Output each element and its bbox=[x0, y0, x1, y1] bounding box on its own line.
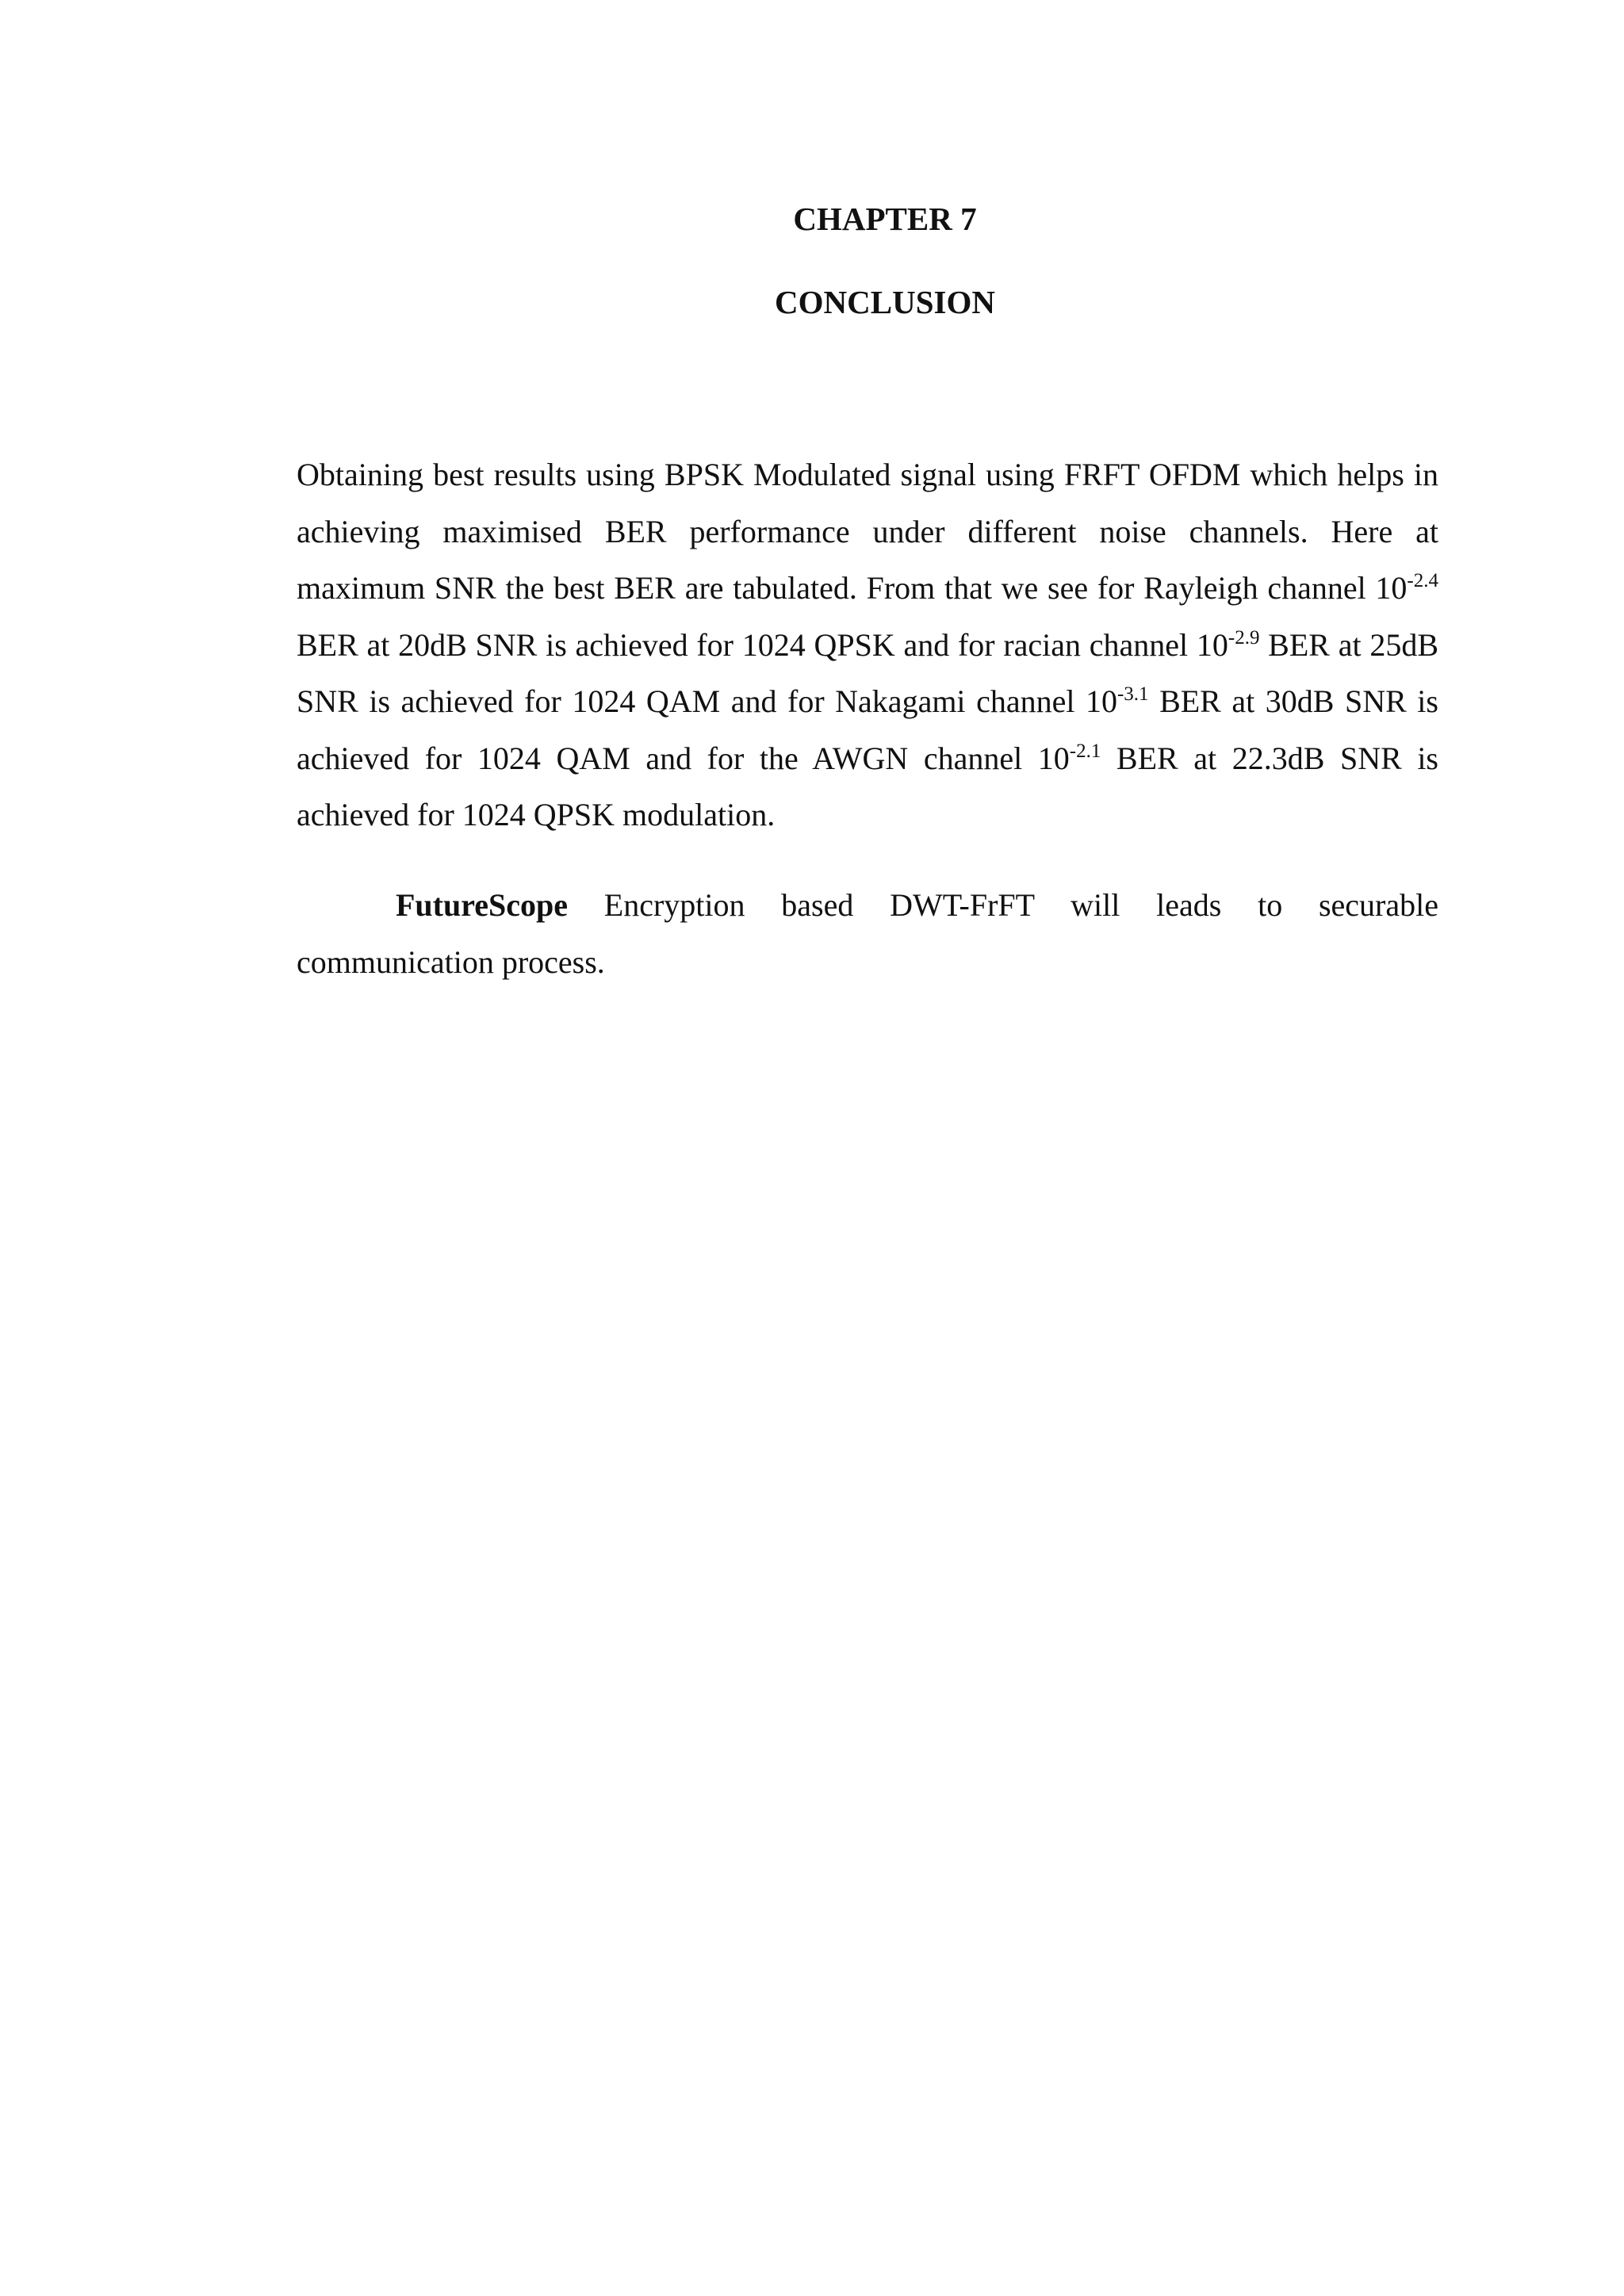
racian-ber-exponent: -2.9 bbox=[1228, 626, 1260, 649]
conclusion-text-4: BER at 30dB SNR is achieved for 1024 QAM and for the AWGN channel 10 bbox=[297, 683, 1438, 776]
chapter-title: CONCLUSION bbox=[775, 284, 995, 320]
conclusion-text-3: BER at 25dB SNR is achieved for 1024 QAM and for Nakagami channel 10 bbox=[297, 626, 1438, 719]
rayleigh-ber-exponent: -2.4 bbox=[1407, 570, 1438, 591]
conclusion-text-1: Obtaining best results using BPSK Modulated signal using FRFT OFDM which helps in achieving maximised BER performance under different noise channels. Here at maximum SNR the best BER are tabulated. From that we see for Rayleigh channel 10 bbox=[297, 457, 1438, 606]
conclusion-text-5: BER at 22.3dB SNR is achieved for 1024 QPSK modulation. bbox=[297, 740, 1439, 832]
future-scope-heading: FutureScope bbox=[396, 887, 569, 923]
awgn-ber-exponent: -2.1 bbox=[1069, 740, 1101, 762]
conclusion-paragraph bbox=[297, 446, 1438, 844]
nakagami-ber-exponent: -3.1 bbox=[1116, 683, 1149, 705]
future-scope-paragraph bbox=[297, 877, 1438, 990]
conclusion-text-2: BER at 20dB SNR is achieved for 1024 QPSK and for racian channel 10 bbox=[297, 626, 1228, 663]
future-scope-text: Encryption based DWT-FrFT will leads to securable communication process. bbox=[297, 887, 1438, 980]
chapter-number: CHAPTER 7 bbox=[793, 201, 977, 237]
